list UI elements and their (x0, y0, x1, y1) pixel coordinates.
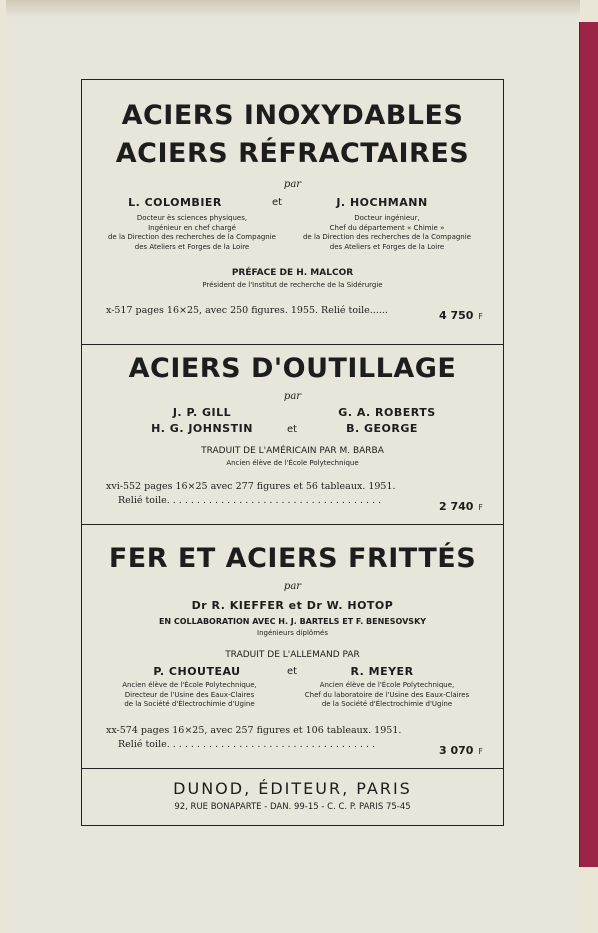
book-2-par: par (283, 391, 302, 402)
book-1-price-block (439, 304, 483, 323)
book-3-and: et (287, 666, 298, 677)
book-2-author2: G. A. ROBERTS (338, 406, 436, 419)
book-1-title-line1: ACIERS INOXYDABLES (121, 100, 464, 131)
book-2-author3: H. G. JOHNSTIN (151, 422, 253, 435)
book-3-translator2: R. MEYER (350, 665, 414, 678)
book-3-translator1-desc: Ancien élève de l'École Polytechnique, Directeur de l'Usine des Eaux-Claires de la Société d'Électrochimie d'Ugine (122, 681, 257, 708)
catalog-frame (81, 79, 504, 826)
book-2-price-block (439, 495, 483, 514)
book-2-details-line1: xvi-552 pages 16×25 avec 277 figures et 56 tableaux. 1951. (106, 481, 396, 492)
book-3-par: par (283, 581, 302, 592)
book-2-and: et (287, 424, 298, 435)
book-3-currency: F (478, 747, 483, 756)
book-3-translator2-desc: Ancien élève de l'École Polytechnique, Chef du laboratoire de l'Usine des Eaux-Claires de la Société d'Électrochimie d'Ugine (304, 681, 470, 708)
book-2-currency: F (478, 503, 483, 512)
book-2-title: ACIERS D'OUTILLAGE (128, 353, 457, 384)
book-3-details-line2: Relié toile. . . . . . . . . . . . . . . . . . . . . . . . . . . . . . . . . . . (118, 739, 376, 750)
book-2-author4: B. GEORGE (346, 422, 418, 435)
book-1-currency: F (478, 312, 483, 321)
book-2-section (82, 345, 503, 525)
book-2-translator: TRADUIT DE L'AMÉRICAIN PAR M. BARBA (201, 446, 384, 456)
book-1-author2-desc: Docteur ingénieur, Chef du département « Chimie » de la Direction des recherches de la Compagnie des Ateliers et Forges de la Loire (302, 214, 471, 251)
publisher-section (82, 769, 503, 825)
book-1-section (82, 80, 503, 345)
book-3-price-block (439, 739, 483, 758)
book-1-preface-desc: Président de l'Institut de recherche de la Sidérurgie (202, 281, 383, 289)
book-1-price: 4 750 (439, 309, 474, 322)
book-2-author1: J. P. GILL (172, 406, 232, 419)
book-3-translated: TRADUIT DE L'ALLEMAND PAR (225, 650, 360, 660)
book-spine (579, 22, 598, 867)
book-3-translator1: P. CHOUTEAU (153, 665, 241, 678)
publisher-name: DUNOD, ÉDITEUR, PARIS (173, 779, 412, 798)
book-1-and: et (272, 197, 283, 208)
book-1-author1: L. COLOMBIER (128, 196, 222, 209)
book-3-section (82, 525, 503, 768)
book-3-price: 3 070 (439, 744, 474, 757)
book-1-details: x-517 pages 16×25, avec 250 figures. 1955. Relié toile...... (106, 305, 388, 316)
book-3-authors: Dr R. KIEFFER et Dr W. HOTOP (191, 599, 394, 612)
book-3-collab: EN COLLABORATION AVEC H. J. BARTELS ET F. BENESOVSKY (158, 617, 427, 626)
book-3-details-line1: xx-574 pages 16×25, avec 257 figures et 106 tableaux. 1951. (106, 725, 402, 736)
book-1-preface: PRÉFACE DE H. MALCOR (231, 268, 354, 278)
book-2-translator-desc: Ancien élève de l'École Polytechnique (226, 459, 359, 467)
book-3-title: FER ET ACIERS FRITTÉS (108, 543, 477, 574)
book-1-author2: J. HOCHMANN (336, 196, 428, 209)
book-1-par: par (283, 179, 302, 190)
book-1-title-line2: ACIERS RÉFRACTAIRES (115, 138, 470, 169)
book-1-author1-desc: Docteur ès sciences physiques, Ingénieur en chef chargé de la Direction des recherches de la Compagnie des Ateliers et Forges de la Loire (107, 214, 276, 251)
book-3-collab-desc: Ingénieurs diplômés (257, 629, 328, 637)
book-2-details-line2: Relié toile. . . . . . . . . . . . . . . . . . . . . . . . . . . . . . . . . . . . (118, 495, 382, 506)
publisher-address: 92, RUE BONAPARTE - DAN. 99-15 - C. C. P. PARIS 75-45 (174, 802, 411, 812)
book-2-price: 2 740 (439, 500, 474, 513)
